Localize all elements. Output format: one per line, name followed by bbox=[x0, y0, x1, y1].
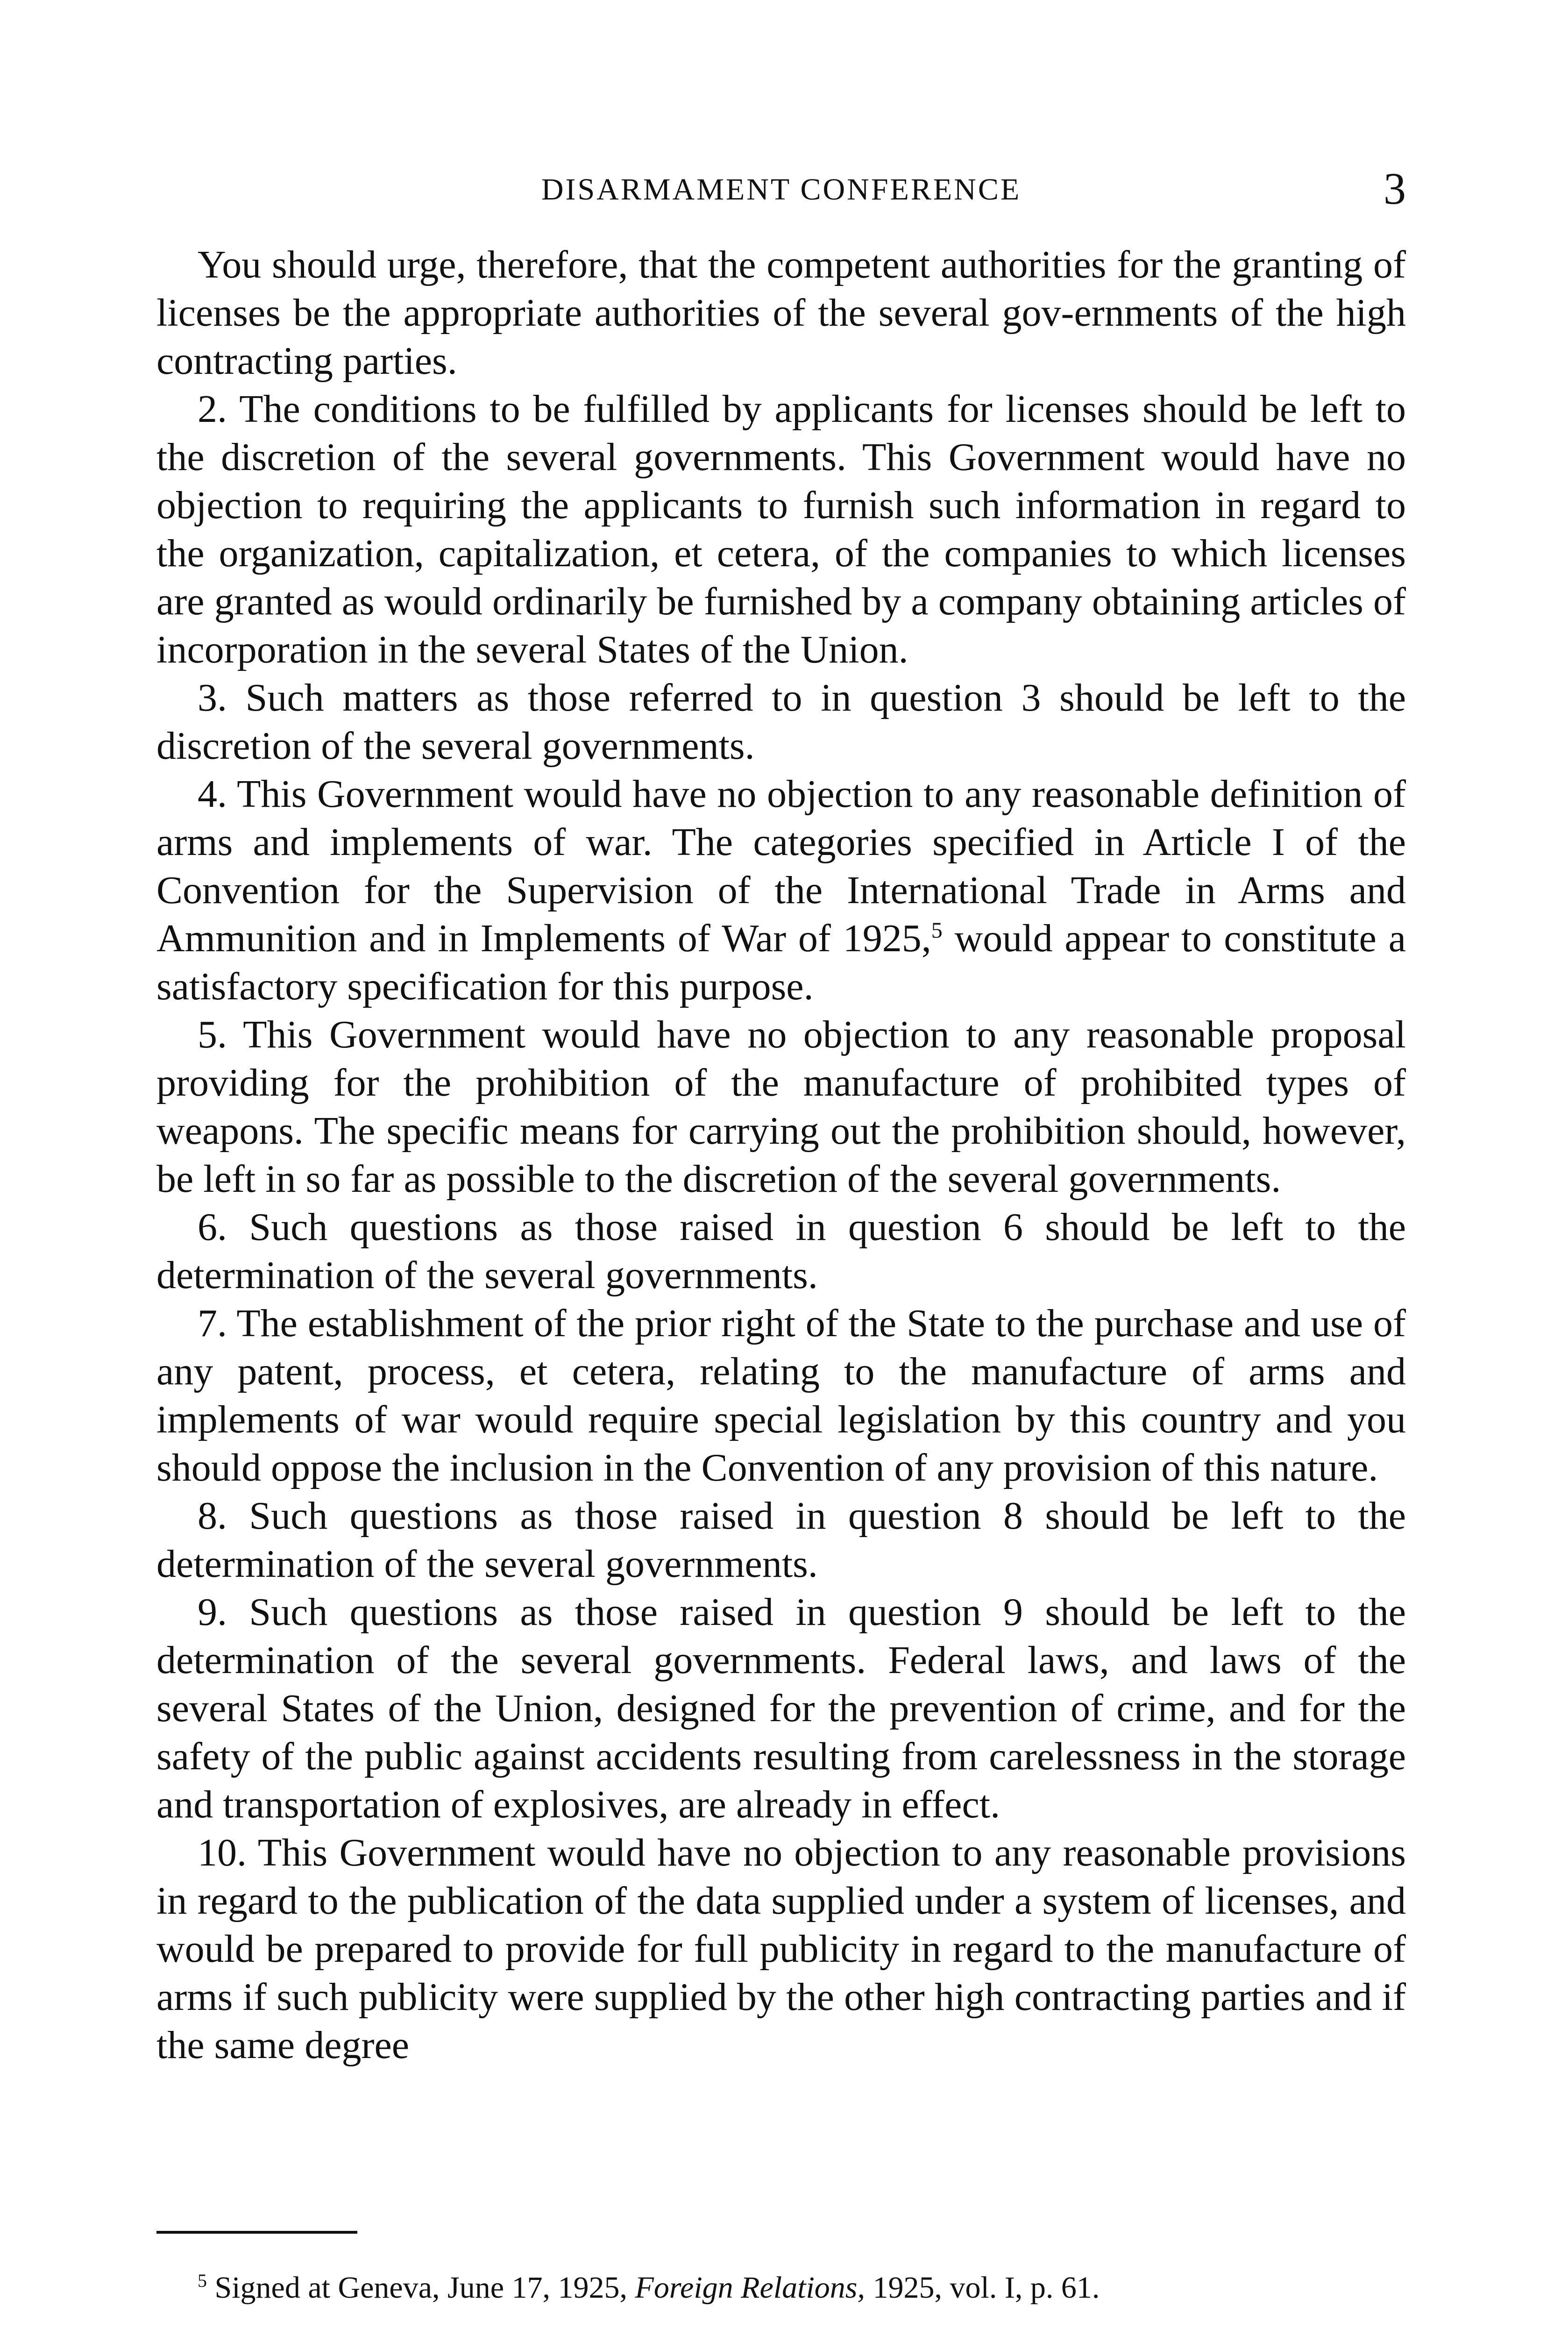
running-title: DISARMAMENT CONFERENCE bbox=[541, 172, 1022, 207]
footnote-marker: 5 bbox=[198, 2270, 207, 2291]
running-head bbox=[156, 159, 1406, 215]
footnote-reference[interactable]: 5 bbox=[931, 918, 943, 943]
footnote-tail: 1925, vol. I, p. 61. bbox=[865, 2271, 1100, 2305]
paragraph-8: 8. Such questions as those raised in question 8 should be left to the determination of the several governments. bbox=[156, 1494, 1406, 1586]
paragraph-10: 10. This Government would have no objection to any reasonable provisions in regard to the publication of the data supplied under a system of licenses, and would be prepared to provide for full publicity in regard to the manufacture of arms if such publicity were supplied by the other high contracting parties and if the same degree bbox=[156, 1831, 1406, 2067]
paragraph-4 bbox=[156, 770, 1406, 1011]
paragraph-6: 6. Such questions as those raised in question 6 should be left to the determination of the several governments. bbox=[156, 1205, 1406, 1297]
footnote-divider bbox=[156, 2231, 357, 2234]
paragraph-3: 3. Such matters as those referred to in question 3 should be left to the discretion of the several governments. bbox=[156, 676, 1406, 768]
footnote bbox=[156, 2262, 1406, 2307]
page-number: 3 bbox=[1384, 164, 1406, 214]
paragraph-4-text: 4. This Government would have no objection to any reasonable definition of arms and implements of war. The categories specified in Article I of the Convention for the Supervision of the International Trade in Arms and Ammunition and in Implements of War of 1925, bbox=[156, 772, 1406, 960]
paragraph-9: 9. Such questions as those raised in question 9 should be left to the determination of the several governments. Federal laws, and laws of the several States of the Union, designed for the prevention of crime, and for the safety of the public against accidents resulting from carelessness in the storage and transportation of explosives, are already in effect. bbox=[156, 1590, 1406, 1826]
paragraph-intro: You should urge, therefore, that the competent authorities for the granting of licenses be the appropriate authorities of the several gov-ernments of the high contracting parties. bbox=[156, 243, 1406, 383]
paragraph-5: 5. This Government would have no objection to any reasonable proposal providing for the prohibition of the manufacture of prohibited types of weapons. The specific means for carrying out the prohibition should, however, be left in so far as possible to the discretion of the several governments. bbox=[156, 1013, 1406, 1201]
footnote-source: Foreign Relations, bbox=[635, 2271, 865, 2305]
footnote-lead: Signed at Geneva, June 17, 1925, bbox=[214, 2271, 635, 2305]
body-text bbox=[156, 241, 1406, 2069]
paragraph-4-continuation: would appear to constitute a satisfactory specification for this purpose. bbox=[156, 917, 1406, 1008]
paragraph-7: 7. The establishment of the prior right of the State to the purchase and use of any patent, process, et cetera, relating to the manufacture of arms and implements of war would require special legislation by this country and you should oppose the inclusion in the Convention of any provision of this nature. bbox=[156, 1302, 1406, 1489]
paragraph-2: 2. The conditions to be fulfilled by applicants for licenses should be left to the discretion of the several governments. This Government would have no objection to requiring the applicants to furnish such information in regard to the organization, capitalization, et cetera, of the companies to which licenses are granted as would ordinarily be furnished by a company obtaining articles of incorporation in the several States of the Union. bbox=[156, 387, 1406, 671]
